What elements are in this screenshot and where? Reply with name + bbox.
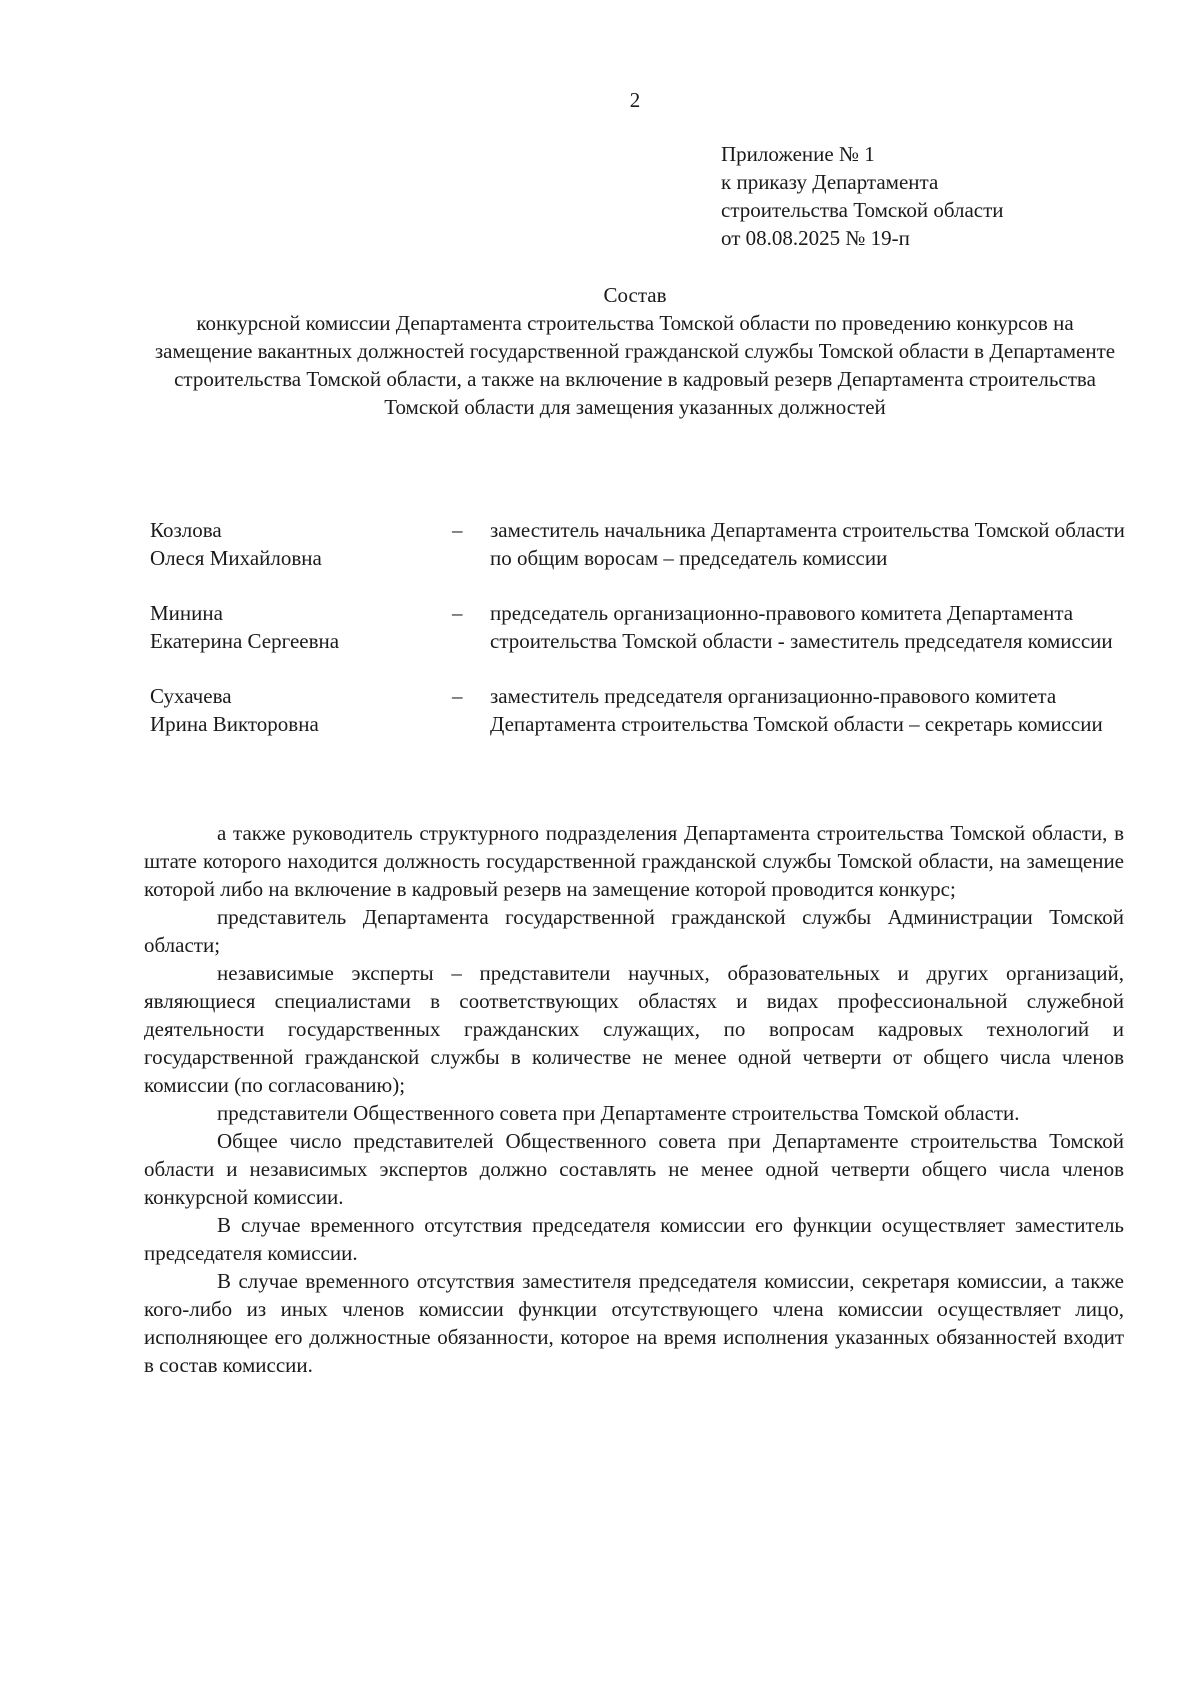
member-row [150,516,1150,572]
member-surname: Козлова [150,518,222,542]
title-heading: Состав [603,283,667,307]
member-given-names: Екатерина Сергеевна [150,629,340,653]
body-text [144,819,1124,1379]
title-subtitle: конкурсной комиссии Департамента строительства Томской области по проведению конкурсов на замещение вакантных должностей государственной гражданской службы Томской области в Департаменте строительства Томской области, а также на включение в кадровый резерв Департамента строительства Томской области для замещения указанных должностей [154,311,1116,419]
member-name [150,599,440,655]
member-role: заместитель начальника Департамента строительства Томской области по общим воросам – председатель комиссии [490,518,1125,570]
body-paragraph: представители Общественного совета при Департаменте строительства Томской области. [217,1101,1020,1125]
appendix-line: Приложение № 1 [721,142,875,166]
member-surname: Сухачева [150,684,232,708]
member-row [150,682,1150,738]
member-role: заместитель председателя организационно-правового комитета Департамента строительства Томской области – секретарь комиссии [490,684,1103,736]
member-dash: – [452,684,463,708]
body-paragraph: а также руководитель структурного подразделения Департамента строительства Томской области, в штате которого находится должность государственной гражданской службы Томской области, на замещение которой либо на включение в кадровый резерв на замещение которой проводится конкурс; [144,821,1124,901]
member-dash: – [452,601,463,625]
appendix-header [721,140,1004,252]
commission-members-list [150,516,1150,765]
member-surname: Минина [150,601,223,625]
body-paragraph: В случае временного отсутствия заместителя председателя комиссии, секретаря комиссии, а также кого-либо из иных членов комиссии функции отсутствующего члена комиссии осуществляет лицо, исполняющее его должностные обязанности, которое на время исполнения указанных обязанностей входит в состав комиссии. [144,1269,1124,1377]
member-role: председатель организационно-правового комитета Департамента строительства Томской области - заместитель председателя комиссии [490,601,1113,653]
document-title [150,281,1120,421]
member-row [150,599,1150,655]
body-paragraph: представитель Департамента государственной гражданской службы Администрации Томской области; [144,905,1124,957]
member-given-names: Олеся Михайловна [150,546,322,570]
member-name [150,682,440,738]
appendix-line: к приказу Департамента [721,170,939,194]
body-paragraph: Общее число представителей Общественного совета при Департаменте строительства Томской области и независимых экспертов должно составлять не менее одной четверти общего числа членов конкурсной комиссии. [144,1129,1124,1209]
member-given-names: Ирина Викторовна [150,712,319,736]
appendix-line: от 08.08.2025 № 19-п [721,226,910,250]
body-paragraph: независимые эксперты – представители научных, образовательных и других организаций, являющиеся специалистами в соответствующих областях и видах профессиональной служебной деятельности государственных гражданских служащих, по вопросам кадровых технологий и государственной гражданской службы в количестве не менее одной четверти от общего числа членов комиссии (по согласованию); [144,961,1124,1097]
member-name [150,516,440,572]
page-number: 2 [629,88,641,112]
body-paragraph: В случае временного отсутствия председателя комиссии его функции осуществляет заместитель председателя комиссии. [144,1213,1124,1265]
appendix-line: строительства Томской области [721,198,1004,222]
member-dash: – [452,518,463,542]
